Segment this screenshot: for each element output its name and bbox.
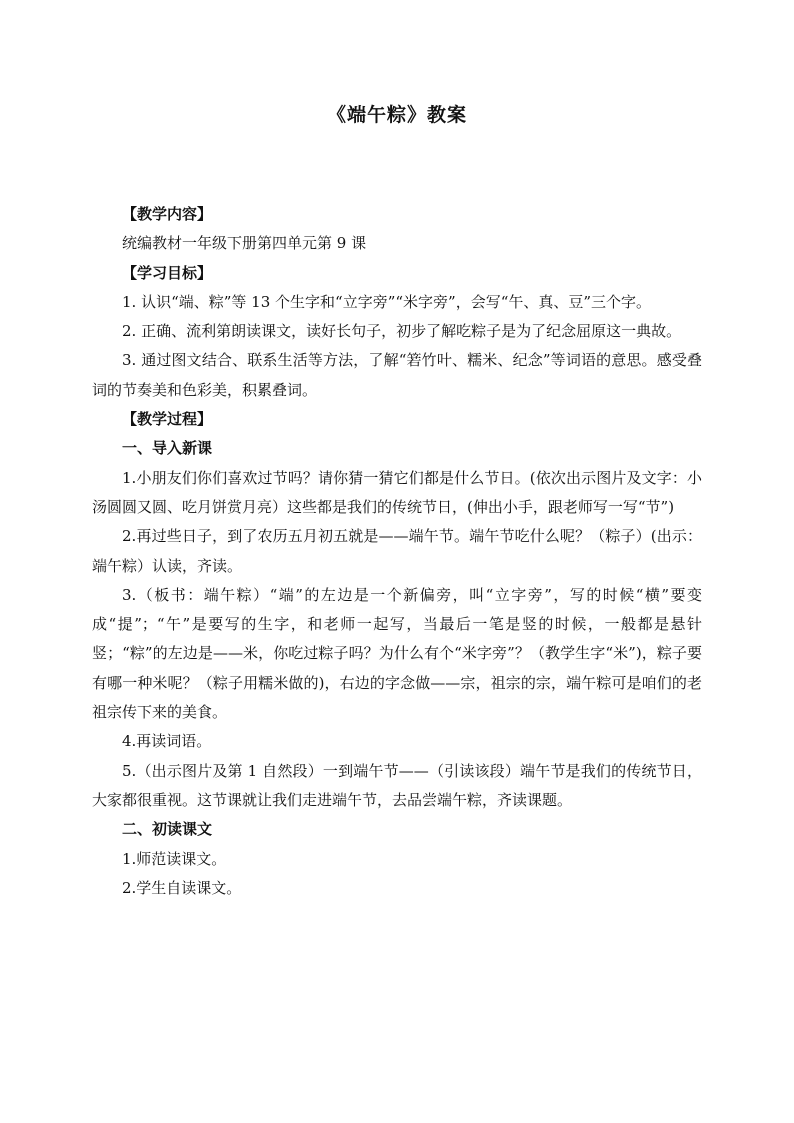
goal-item: 2. 正确、流利第朗读课文，读好长句子，初步了解吃粽子是为了纪念屈原这一典故。 bbox=[122, 322, 682, 341]
goal-item: 3. 通过图文结合、联系生活等方法，了解“箬竹叶、糯米、纪念”等词语的意思。感受叠词的节奏美和色彩美，积累叠词。 bbox=[92, 351, 702, 399]
document-body bbox=[92, 200, 702, 903]
section-heading-process: 【教学过程】 bbox=[122, 410, 213, 429]
process-step: 1.小朋友们你们喜欢过节吗？请你猜一猜它们都是什么节日。(依次出示图片及文字：小汤圆圆又圆、吃月饼赏月亮）这些都是我们的传统节日，(伸出小手，跟老师写一写“节”) bbox=[92, 468, 702, 516]
subheading-part2: 二、初读课文 bbox=[122, 820, 213, 839]
process-step: 2.再过些日子，到了农历五月初五就是——端午节。端午节吃什么呢？（粽子）(出示：端午粽）认读，齐读。 bbox=[92, 527, 702, 575]
subheading-part1: 一、导入新课 bbox=[122, 439, 213, 458]
goal-item: 1. 认识“端、粽”等 13 个生字和“立字旁”“米字旁”，会写“午、真、豆”三个字。 bbox=[122, 292, 652, 311]
section-heading-content: 【教学内容】 bbox=[122, 205, 213, 223]
document-title: 《端午粽》教案 bbox=[326, 104, 467, 126]
process-step: 4.再读词语。 bbox=[122, 732, 212, 751]
process-step: 5.（出示图片及第 1 自然段）一到端午节——（引读该段）端午节是我们的传统节日，大家都很重视。这节课就让我们走进端午节，去品尝端午粽，齐读课题。 bbox=[92, 761, 702, 809]
process-step: 3.（板书：端午粽）“端”的左边是一个新偏旁，叫“立字旁”，写的时候“横”要变成“提”；“午”是要写的生字，和老师一起写，当最后一笔是竖的时候，一般都是悬针竖；“粽”的左边是——米，你吃过粽子吗？为什么有个“米字旁”？（教学生字“米”)，粽子要有哪一种米呢？（粽子用糯米做的)，右边的字念做——宗，祖宗的宗，端午粽可是咱们的老祖宗传下来的美食。 bbox=[92, 585, 702, 722]
content-text: 统编教材一年级下册第四单元第 9 课 bbox=[122, 234, 367, 253]
process-step: 1.师范读课文。 bbox=[122, 849, 227, 868]
section-heading-goals: 【学习目标】 bbox=[122, 263, 213, 282]
process-step: 2.学生自读课文。 bbox=[122, 878, 242, 897]
